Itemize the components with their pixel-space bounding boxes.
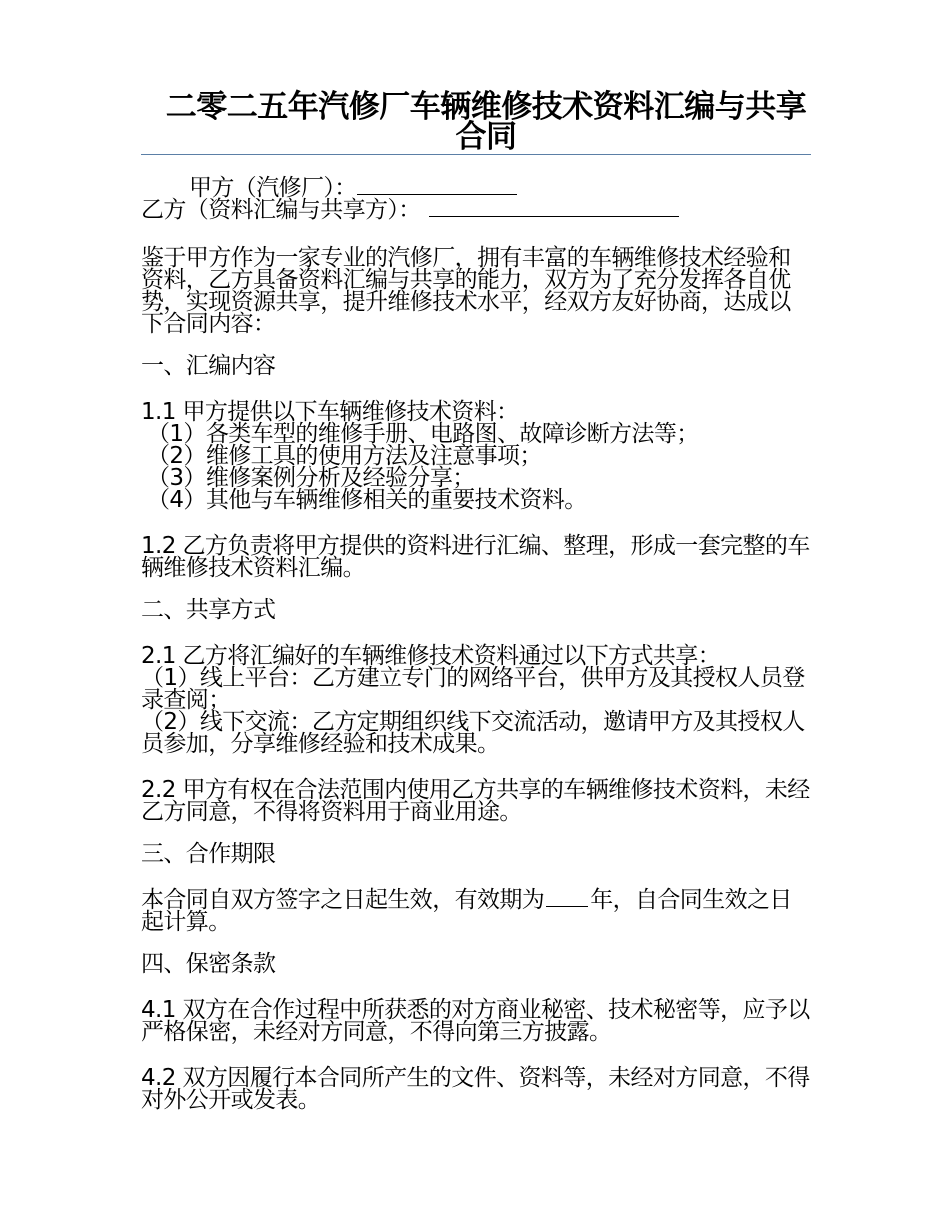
party-b-line xyxy=(141,199,811,221)
section-heading-sharing: 二、共享方式 xyxy=(141,597,276,623)
clause-1-2: 1.2 乙方负责将甲方提供的资料进行汇编、整理，形成一套完整的车辆维修技术资料汇编。 xyxy=(141,533,810,581)
term-text-after: 年，自合同生效之日起计算。 xyxy=(141,887,792,935)
clause-1-1-item: （1）各类车型的维修手册、电路图、故障诊断方法等； xyxy=(147,421,699,447)
clause-2-1-item: （2）线下交流：乙方定期组织线下交流活动，邀请甲方及其授权人员参加，分享维修经验和技术成果。 xyxy=(141,709,805,757)
party-a-blank xyxy=(357,180,517,195)
section-heading-compilation: 一、汇编内容 xyxy=(141,353,276,379)
preamble: 鉴于甲方作为一家专业的汽修厂，拥有丰富的车辆维修技术经验和资料，乙方具备资料汇编与共享的能力，双方为了充分发挥各自优势，实现资源共享，提升维修技术水平，经双方友好协商，达成以下合同内容： xyxy=(141,245,791,337)
party-a-line xyxy=(141,177,811,199)
section-heading-confidentiality: 四、保密条款 xyxy=(141,951,276,977)
clause-1-1-item: （4）其他与车辆维修相关的重要技术资料。 xyxy=(147,487,587,513)
section-heading-term: 三、合作期限 xyxy=(141,841,276,867)
clause-4-2: 4.2 双方因履行本合同所产生的文件、资料等，未经对方同意，不得对外公开或发表。 xyxy=(141,1065,810,1113)
page-title: 二零二五年汽修厂车辆维修技术资料汇编与共享合同 xyxy=(165,89,807,155)
clause-2-1-intro: 2.1 乙方将汇编好的车辆维修技术资料通过以下方式共享： xyxy=(141,643,721,669)
clause-2-1-item: （1）线上平台：乙方建立专门的网络平台，供甲方及其授权人员登录查阅； xyxy=(141,665,805,713)
clause-1-1-intro: 1.1 甲方提供以下车辆维修技术资料： xyxy=(141,399,519,425)
clause-1-1-item: （2）维修工具的使用方法及注意事项； xyxy=(147,443,542,469)
contract-body xyxy=(141,177,811,1111)
clause-2-2: 2.2 甲方有权在合法范围内使用乙方共享的车辆维修技术资料，未经乙方同意，不得将资料用于商业用途。 xyxy=(141,777,810,825)
party-a-label: 甲方（汽修厂）： xyxy=(189,175,357,201)
clause-4-1: 4.1 双方在合作过程中所获悉的对方商业秘密、技术秘密等，应予以严格保密，未经对方同意，不得向第三方披露。 xyxy=(141,997,810,1045)
term-clause xyxy=(141,889,811,933)
clause-1-1-item: （3）维修案例分析及经验分享； xyxy=(147,465,475,491)
party-b-label: 乙方（资料汇编与共享方）： xyxy=(141,197,421,223)
term-years-blank xyxy=(546,892,588,907)
contract-page xyxy=(141,89,811,1113)
party-b-blank xyxy=(429,202,679,217)
term-text-before: 本合同自双方签字之日起生效，有效期为 xyxy=(141,887,545,913)
